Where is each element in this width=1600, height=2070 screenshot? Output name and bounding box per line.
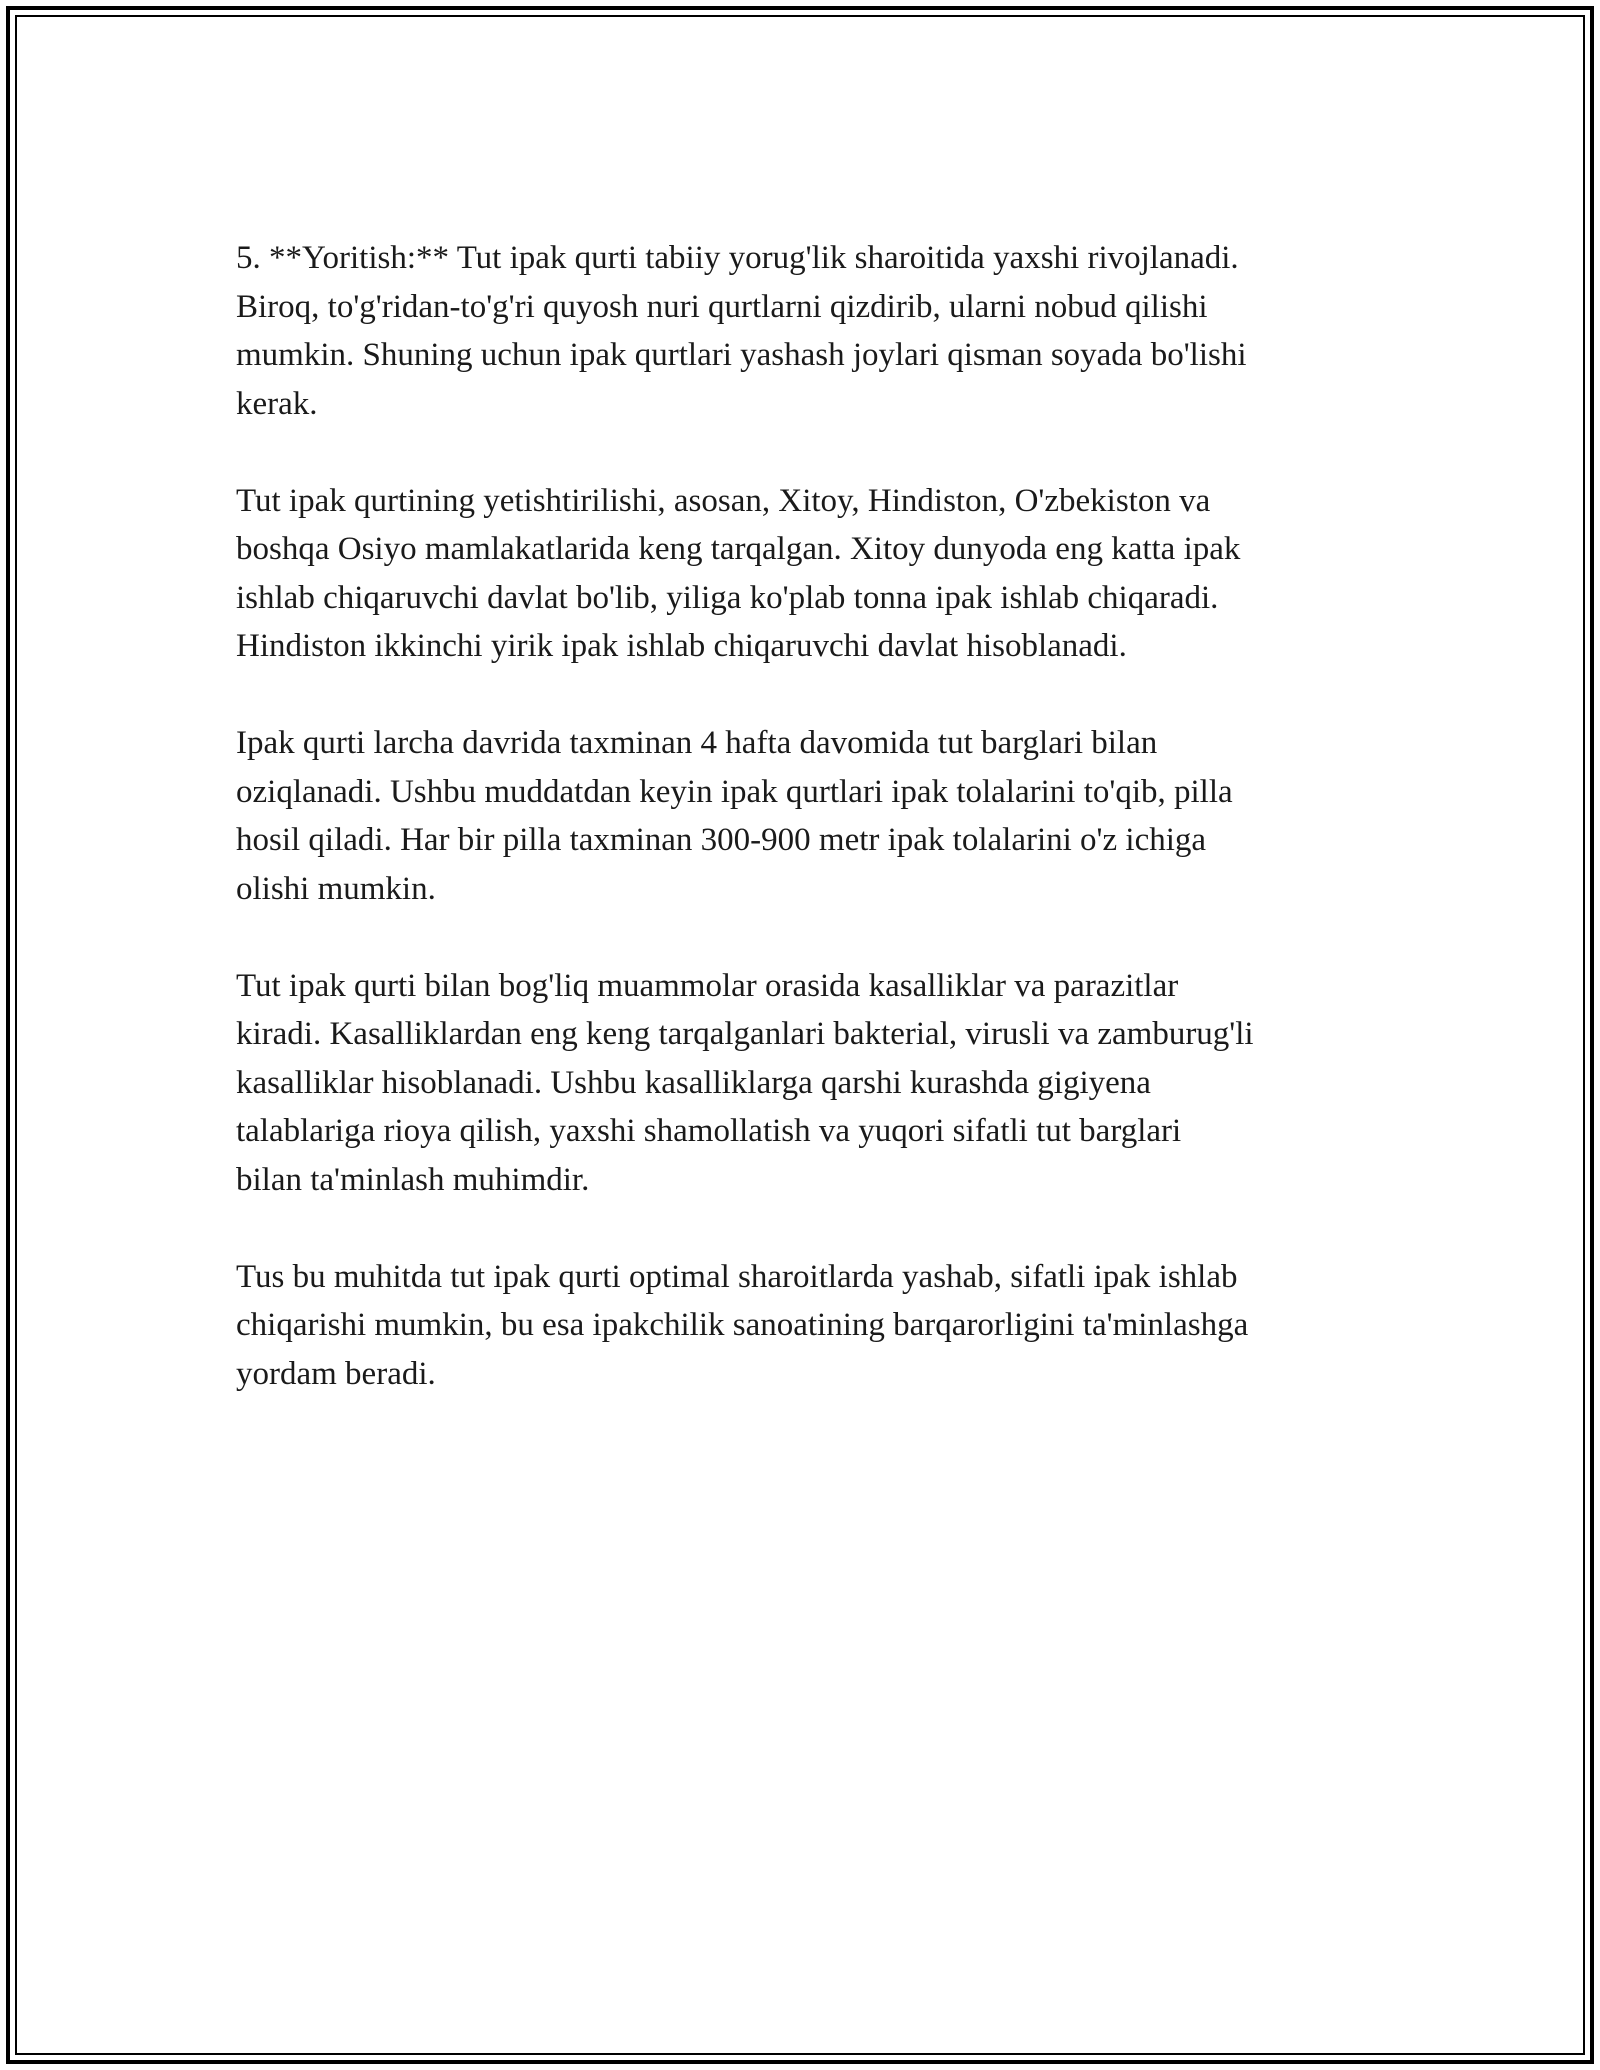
text-line: Ipak qurti larcha davrida taxminan 4 hafta davomida tut barglari bilan bbox=[236, 725, 1158, 761]
paragraph-feeding bbox=[236, 719, 1376, 913]
text-line: Tut ipak qurti bilan bog'liq muammolar orasida kasalliklar va parazitlar bbox=[236, 967, 1179, 1004]
text-line: 5. **Yoritish:** Tut ipak qurti tabiiy yorug'lik sharoitida yaxshi rivojlanadi. bbox=[236, 240, 1239, 276]
text-line: chiqarishi mumkin, bu esa ipakchilik sanoatining barqarorligini ta'minlashga bbox=[236, 1307, 1249, 1343]
text-line: mumkin. Shuning uchun ipak qurtlari yashash joylari qisman soyada bo'lishi bbox=[236, 337, 1247, 373]
paragraph-conclusion bbox=[236, 1253, 1376, 1399]
text-line: Biroq, to'g'ridan-to'g'ri quyosh nuri qurtlarni qizdirib, ularni nobud qilishi bbox=[236, 288, 1208, 325]
document-body bbox=[236, 234, 1376, 1447]
text-line: ishlab chiqaruvchi davlat bo'lib, yiliga ko'plab tonna ipak ishlab chiqaradi. bbox=[236, 579, 1219, 616]
text-line: hosil qiladi. Har bir pilla taxminan 300-900 metr ipak tolalarini o'z ichiga bbox=[236, 822, 1207, 858]
text-line: talablariga rioya qilish, yaxshi shamollatish va yuqori sifatli tut barglari bbox=[236, 1113, 1182, 1149]
text-line: kerak. bbox=[236, 385, 318, 422]
text-line: kiradi. Kasalliklardan eng keng tarqalganlari bakterial, virusli va zamburug'li bbox=[236, 1016, 1254, 1052]
paragraph-lighting bbox=[236, 234, 1376, 428]
text-line: kasalliklar hisoblanadi. Ushbu kasalliklarga qarshi kurashda gigiyena bbox=[236, 1064, 1151, 1101]
paragraph-cultivation bbox=[236, 477, 1376, 671]
text-line: olishi mumkin. bbox=[236, 870, 436, 907]
text-line: bilan ta'minlash muhimdir. bbox=[236, 1161, 590, 1198]
text-line: yordam beradi. bbox=[236, 1355, 436, 1392]
text-line: Tut ipak qurtining yetishtirilishi, asosan, Xitoy, Hindiston, O'zbekiston va bbox=[236, 482, 1211, 519]
text-line: Tus bu muhitda tut ipak qurti optimal sharoitlarda yashab, sifatli ipak ishlab bbox=[236, 1258, 1238, 1295]
paragraph-diseases bbox=[236, 962, 1376, 1205]
text-line: boshqa Osiyo mamlakatlarida keng tarqalgan. Xitoy dunyoda eng katta ipak bbox=[236, 531, 1241, 567]
text-line: oziqlanadi. Ushbu muddatdan keyin ipak qurtlari ipak tolalarini to'qib, pilla bbox=[236, 773, 1233, 810]
text-line: Hindiston ikkinchi yirik ipak ishlab chiqaruvchi davlat hisoblanadi. bbox=[236, 628, 1127, 664]
